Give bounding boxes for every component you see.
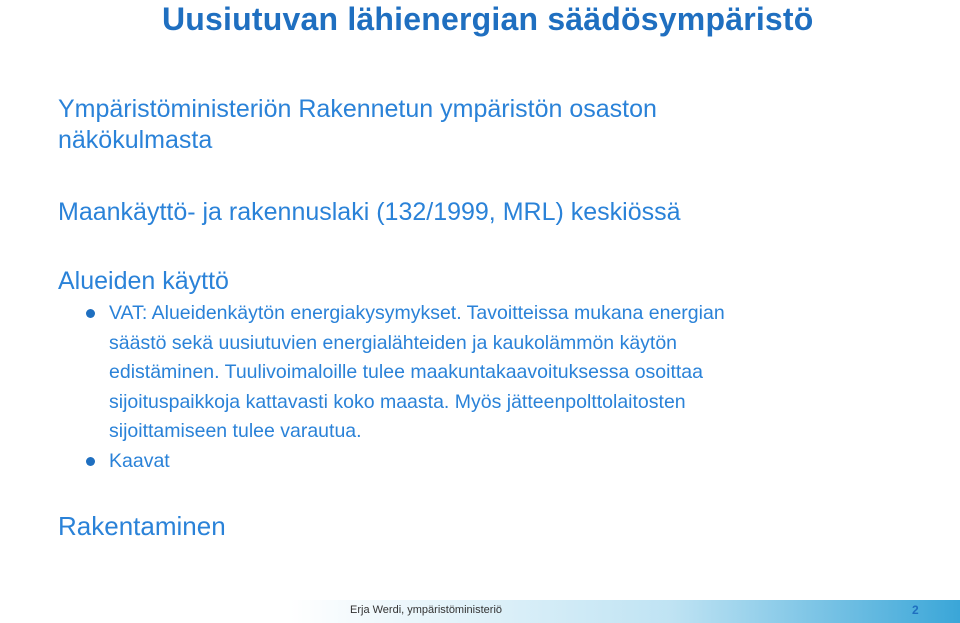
intro-text [58, 94, 657, 156]
section-heading-construction: Rakentaminen [58, 511, 226, 541]
intro-line-1: Ympäristöministeriön Rakennetun ympäristön osaston [58, 95, 657, 123]
law-heading: Maankäyttö- ja rakennuslaki (132/1999, MRL) keskiössä [58, 198, 681, 226]
footer-author: Erja Werdi, ympäristöministeriö [350, 604, 503, 616]
bullet-dot-icon [86, 457, 95, 466]
bullet-item-vat [84, 299, 884, 447]
bullet-line: VAT: Alueidenkäytön energiakysymykset. Tavoitteissa mukana energian [109, 302, 725, 324]
bullet-line: Kaavat [109, 449, 170, 472]
bullet-list [84, 299, 884, 476]
slide-title: Uusiutuvan lähienergian säädösympäristö [162, 1, 814, 37]
bullet-line: sijoittamiseen tulee varautua. [109, 420, 362, 442]
bullet-line: sijoituspaikkoja kattavasti koko maasta. Myös jätteenpolttolaitosten [109, 390, 686, 413]
bullet-item-kaavat [84, 447, 884, 477]
bullet-dot-icon [86, 309, 95, 318]
footer-bar [0, 600, 960, 623]
section-heading-land-use: Alueiden käyttö [58, 267, 229, 295]
bullet-line: edistäminen. Tuulivoimaloille tulee maakuntakaavoituksessa osoittaa [109, 361, 703, 383]
page-number: 2 [912, 603, 919, 617]
bullet-line: säästö sekä uusiutuvien energialähteiden ja kaukolämmön käytön [109, 331, 678, 354]
intro-line-2: näkökulmasta [58, 126, 213, 154]
